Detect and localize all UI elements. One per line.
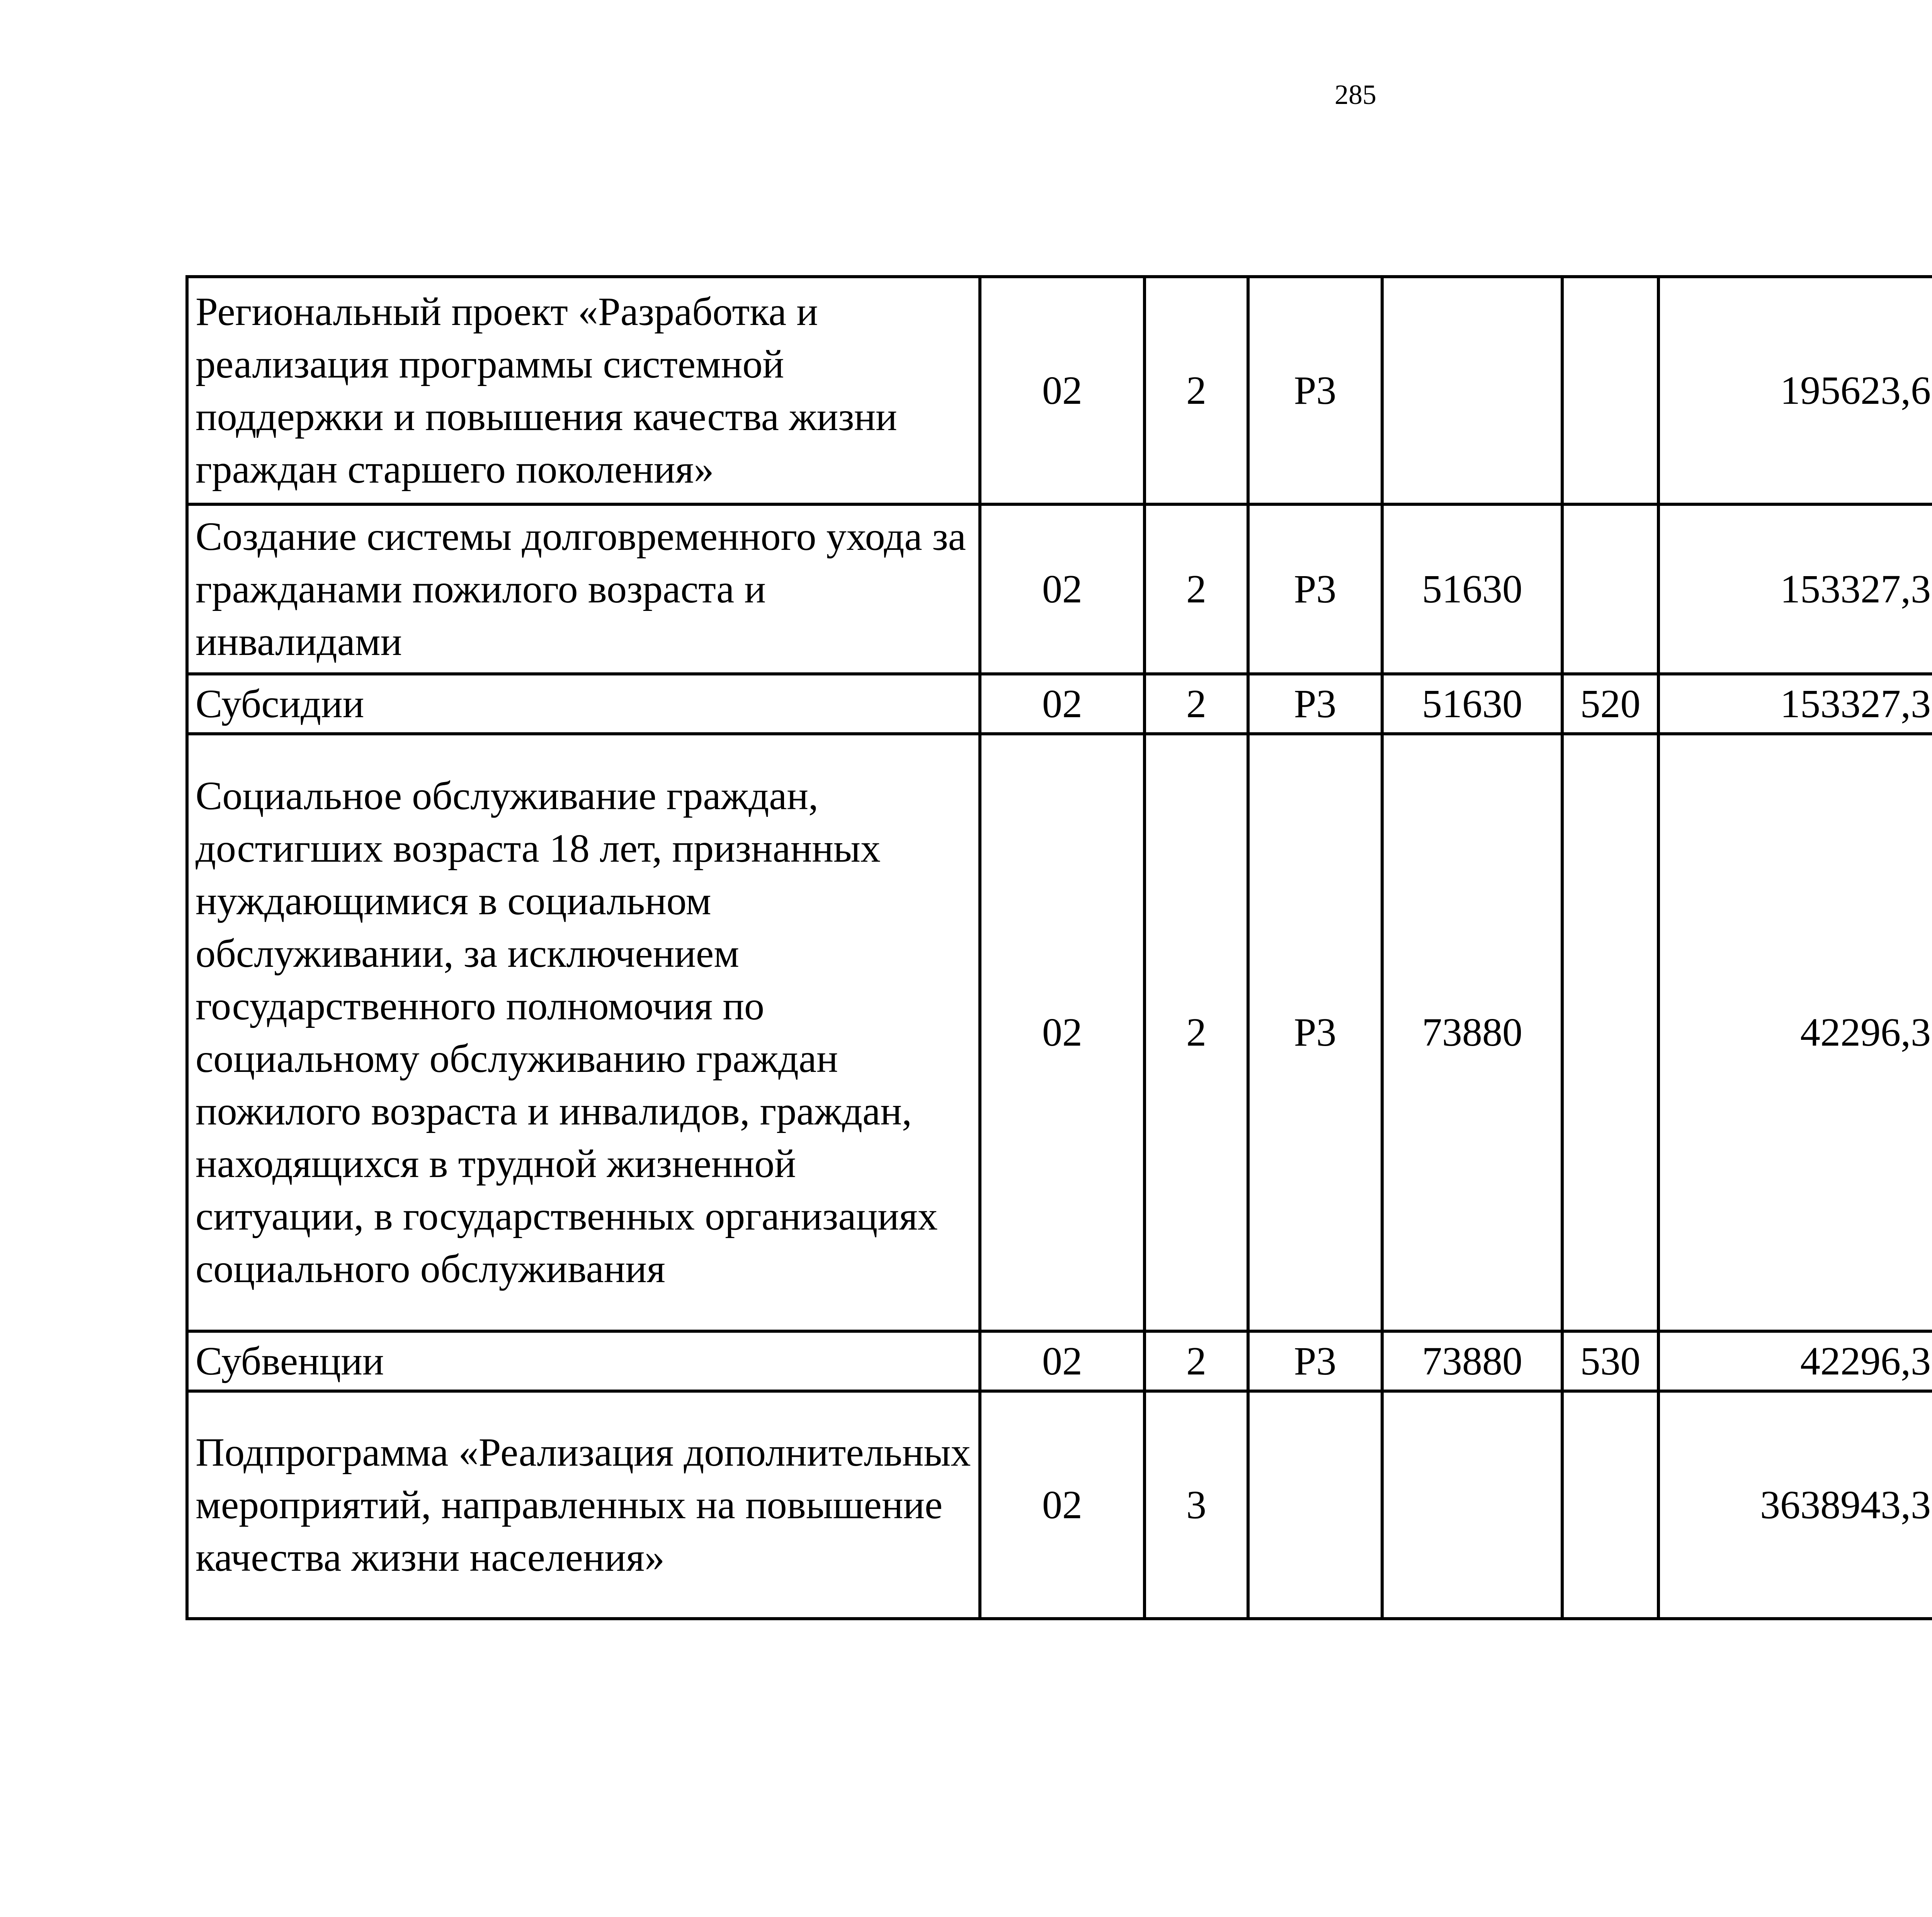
cell-amount-1: 195623,6	[1658, 277, 1932, 504]
cell-amount-1: 153327,3	[1658, 504, 1932, 674]
budget-table	[185, 275, 1932, 1620]
table-row	[187, 1391, 1932, 1619]
table-row	[187, 277, 1932, 504]
cell-expense-type	[1562, 1391, 1658, 1619]
table-row	[187, 504, 1932, 674]
cell-amount-1: 3638943,3	[1658, 1391, 1932, 1619]
table-row	[187, 674, 1932, 734]
row-name: Подпрограмма «Реализация дополнительных мероприятий, направленных на повышение качества жизни населения»	[187, 1391, 980, 1619]
cell-expense-type	[1562, 504, 1658, 674]
row-name: Субсидии	[187, 674, 980, 734]
cell-subsection: 2	[1145, 734, 1248, 1331]
row-name: Социальное обслуживание граждан, достигших возраста 18 лет, признанных нуждающимися в социальном обслуживании, за исключением государственного полномочия по социальному обслуживанию граждан пожилого возраста и инвалидов, граждан, находящихся в трудной жизненной ситуации, в государственных организациях социального обслуживания	[187, 734, 980, 1331]
cell-program-code: Р3	[1248, 504, 1382, 674]
cell-direction-code: 73880	[1382, 734, 1562, 1331]
cell-expense-type: 520	[1562, 674, 1658, 734]
cell-section: 02	[980, 1391, 1145, 1619]
cell-expense-type	[1562, 734, 1658, 1331]
cell-expense-type	[1562, 277, 1658, 504]
cell-section: 02	[980, 277, 1145, 504]
cell-section: 02	[980, 504, 1145, 674]
table-row	[187, 734, 1932, 1331]
row-name: Создание системы долговременного ухода за гражданами пожилого возраста и инвалидами	[187, 504, 980, 674]
cell-program-code: Р3	[1248, 1331, 1382, 1391]
cell-program-code: Р3	[1248, 277, 1382, 504]
cell-amount-1: 42296,3	[1658, 1331, 1932, 1391]
page-number: 285	[1335, 79, 1376, 110]
cell-direction-code: 73880	[1382, 1331, 1562, 1391]
row-name: Субвенции	[187, 1331, 980, 1391]
cell-section: 02	[980, 1331, 1145, 1391]
cell-section: 02	[980, 734, 1145, 1331]
cell-program-code: Р3	[1248, 734, 1382, 1331]
row-name: Региональный проект «Разработка и реализация программы системной поддержки и повышения качества жизни граждан старшего поколения»	[187, 277, 980, 504]
cell-subsection: 2	[1145, 277, 1248, 504]
cell-direction-code	[1382, 277, 1562, 504]
cell-subsection: 3	[1145, 1391, 1248, 1619]
cell-expense-type: 530	[1562, 1331, 1658, 1391]
cell-amount-1: 42296,3	[1658, 734, 1932, 1331]
cell-program-code: Р3	[1248, 674, 1382, 734]
cell-subsection: 2	[1145, 674, 1248, 734]
cell-section: 02	[980, 674, 1145, 734]
table-row	[187, 1331, 1932, 1391]
cell-amount-1: 153327,3	[1658, 674, 1932, 734]
cell-subsection: 2	[1145, 504, 1248, 674]
cell-subsection: 2	[1145, 1331, 1248, 1391]
cell-program-code	[1248, 1391, 1382, 1619]
cell-direction-code	[1382, 1391, 1562, 1619]
cell-direction-code: 51630	[1382, 504, 1562, 674]
cell-direction-code: 51630	[1382, 674, 1562, 734]
